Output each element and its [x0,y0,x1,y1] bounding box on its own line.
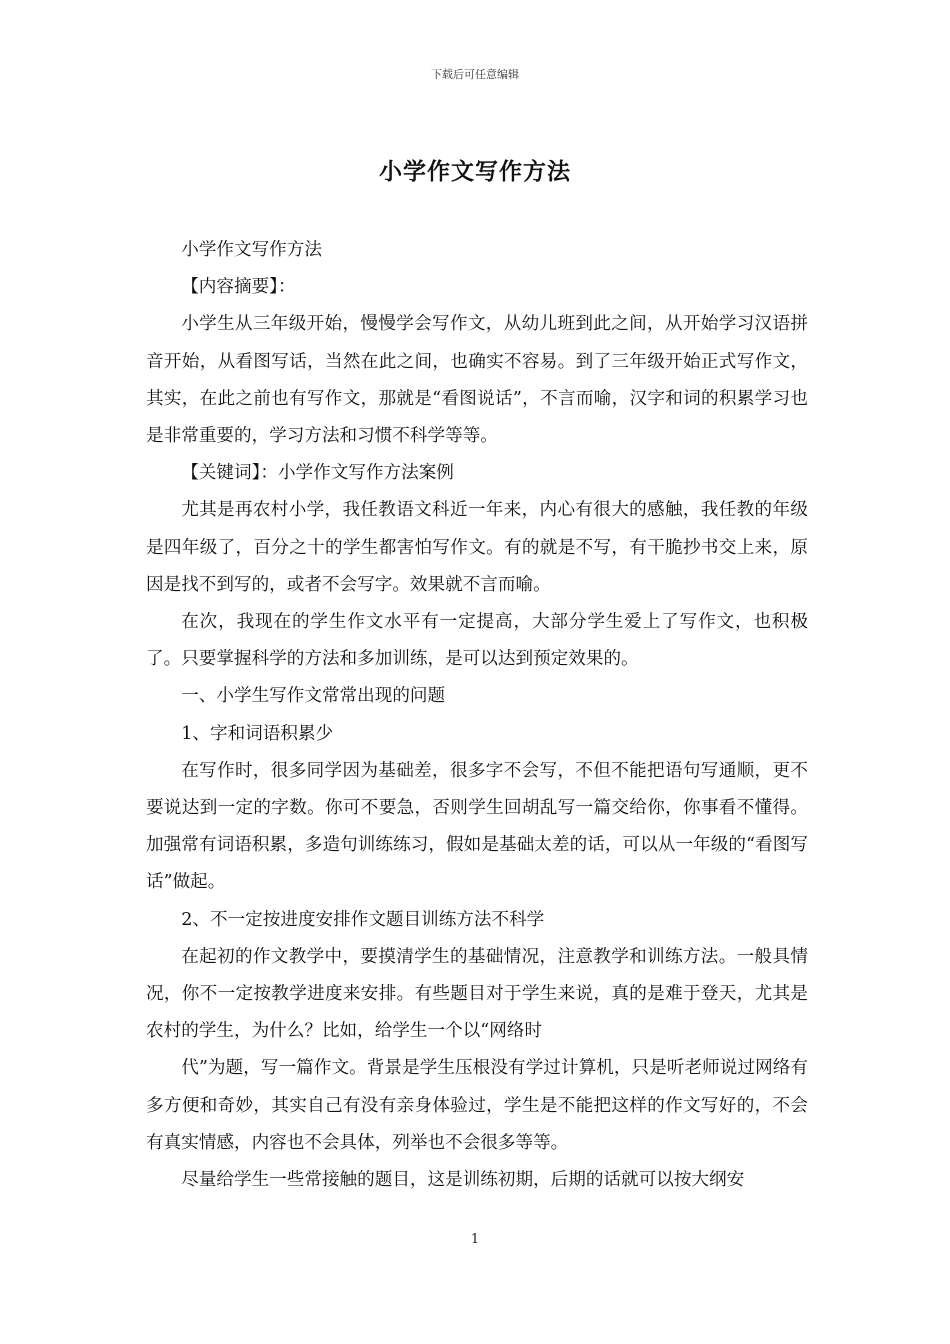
page-header: 下载后可任意编辑 [431,68,519,81]
paragraph-subtitle: 小学作文写作方法 [181,240,322,260]
subsection-heading: 2、不一定按进度安排作文题目训练方法不科学 [181,909,545,930]
paragraph: 在起初的作文教学中，要摸清学生的基础情况，注意教学和训练方法。一般具情况，你不一定按教学进度来安排。有些题目对于学生来说，真的是难于登天，尤其是农村的学生，为什么？比如，给学生一个以“网络时 [146,946,808,1042]
section-heading: 一、小学生写作文常常出现的问题 [181,686,446,707]
paragraph-abstract-label: 【内容摘要】： [181,277,296,298]
paragraph: 尽量给学生一些常接触的题目，这是训练初期，后期的话就可以按大纲安 [181,1170,745,1191]
document-body [146,232,808,1199]
paragraph-keywords: 【关键词】：小学作文写作方法案例 [181,463,454,484]
paragraph: 在写作时，很多同学因为基础差，很多字不会写，不但不能把语句写通顺，更不要说达到一定的字数。你可不要急，否则学生回胡乱写一篇交给你，你事看不懂得。加强常有词语积累，多造句训练练习，假如是基础太差的话，可以从一年级的“看图写话”做起。 [146,760,808,893]
page-number: 1 [470,1232,480,1247]
document-title: 小学作文写作方法 [379,158,571,185]
paragraph: 在次，我现在的学生作文水平有一定提高，大部分学生爱上了写作文，也积极了。只要掌握科学的方法和多加训练，是可以达到预定效果的。 [146,612,808,670]
paragraph: 代”为题，写一篇作文。背景是学生压根没有学过计算机，只是听老师说过网络有多方便和奇妙，其实自己有没有亲身体验过，学生是不能把这样的作文写好的，不会有真实情感，内容也不会具体，列举也不会很多等等。 [146,1058,808,1153]
paragraph: 尤其是再农村小学，我任教语文科近一年来，内心有很大的感触，我任教的年级是四年级了，百分之十的学生都害怕写作文。有的就是不写，有干脆抄书交上来，原因是找不到写的，或者不会写字。效果就不言而喻。 [146,500,808,595]
paragraph-abstract: 小学生从三年级开始，慢慢学会写作文，从幼儿班到此之间，从开始学习汉语拼音开始，从看图写话，当然在此之间，也确实不容易。到了三年级开始正式写作文，其实，在此之前也有写作文，那就是“看图说话”，不言而喻，汉字和词的积累学习也是非常重要的，学习方法和习惯不科学等等。 [146,314,808,447]
subsection-heading: 1、字和词语积累少 [181,723,334,744]
